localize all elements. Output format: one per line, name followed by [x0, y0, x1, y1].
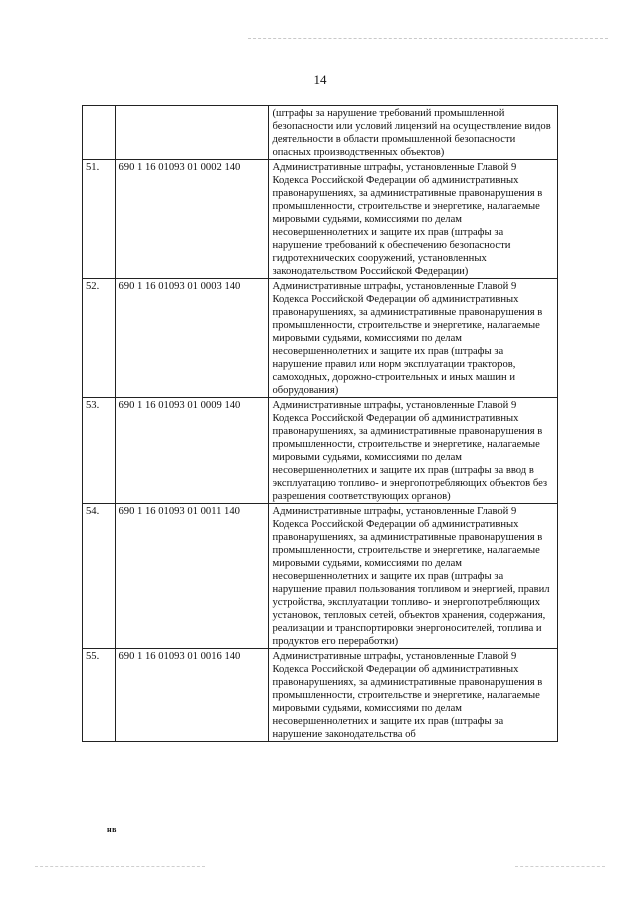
row-number — [83, 106, 116, 160]
budget-code — [115, 106, 269, 160]
row-number: 53. — [83, 398, 116, 504]
footer-mark: нв — [107, 825, 117, 834]
page-number: 14 — [313, 72, 327, 87]
budget-code: 690 1 16 01093 01 0009 140 — [115, 398, 269, 504]
scan-artifact-line — [515, 866, 605, 867]
scan-artifact-line — [35, 866, 205, 867]
budget-code: 690 1 16 01093 01 0002 140 — [115, 160, 269, 279]
row-number: 51. — [83, 160, 116, 279]
table-body — [83, 106, 558, 742]
scan-artifact-line — [248, 38, 608, 39]
budget-code: 690 1 16 01093 01 0016 140 — [115, 649, 269, 742]
table-row — [83, 398, 558, 504]
row-number: 52. — [83, 279, 116, 398]
table-row — [83, 106, 558, 160]
row-description: Административные штрафы, установленные Главой 9 Кодекса Российской Федерации об административных правонарушениях, за административные правонарушения в промышленности, строительстве и энергетике, налагаемые мировыми судьями, комиссиями по делам несовершеннолетних и защите их прав (штрафы за нарушение правил пользования топливом и энергией, правил устройства, эксплуатации топливо- и энергопотребляющих установок, тепловых сетей, объектов хранения, содержания, реализации и транспортировки энергоносителей, топлива и продуктов его переработки) — [269, 504, 558, 649]
table-row — [83, 160, 558, 279]
table-row — [83, 649, 558, 742]
row-description: (штрафы за нарушение требований промышленной безопасности или условий лицензий на осуществление видов деятельности в области промышленной безопасности опасных производственных объектов) — [269, 106, 558, 160]
budget-code: 690 1 16 01093 01 0011 140 — [115, 504, 269, 649]
budget-code: 690 1 16 01093 01 0003 140 — [115, 279, 269, 398]
row-description: Административные штрафы, установленные Главой 9 Кодекса Российской Федерации об административных правонарушениях, за административные правонарушения в промышленности, строительстве и энергетике, налагаемые мировыми судьями, комиссиями по делам несовершеннолетних и защите их прав (штрафы за нарушение правил или норм эксплуатации тракторов, самоходных, дорожно-строительных и иных машин и оборудования) — [269, 279, 558, 398]
row-number: 55. — [83, 649, 116, 742]
row-description: Административные штрафы, установленные Главой 9 Кодекса Российской Федерации об административных правонарушениях, за административные правонарушения в промышленности, строительстве и энергетике, налагаемые мировыми судьями, комиссиями по делам несовершеннолетних и защите их прав (штрафы за ввод в эксплуатацию топливо- и энергопотребляющих объектов без разрешения соответствующих органов) — [269, 398, 558, 504]
table-row — [83, 504, 558, 649]
row-description: Административные штрафы, установленные Главой 9 Кодекса Российской Федерации об административных правонарушениях, за административные правонарушения в промышленности, строительстве и энергетике, налагаемые мировыми судьями, комиссиями по делам несовершеннолетних и защите их прав (штрафы за нарушение требований к обеспечению безопасности гидротехнических сооружений, установленных законодательством Российской Федерации) — [269, 160, 558, 279]
row-number: 54. — [83, 504, 116, 649]
fines-table — [82, 105, 558, 742]
table-row — [83, 279, 558, 398]
row-description: Административные штрафы, установленные Главой 9 Кодекса Российской Федерации об административных правонарушениях, за административные правонарушения в промышленности, строительстве и энергетике, налагаемые мировыми судьями, комиссиями по делам несовершеннолетних и защите их прав (штрафы за нарушение законодательства об — [269, 649, 558, 742]
